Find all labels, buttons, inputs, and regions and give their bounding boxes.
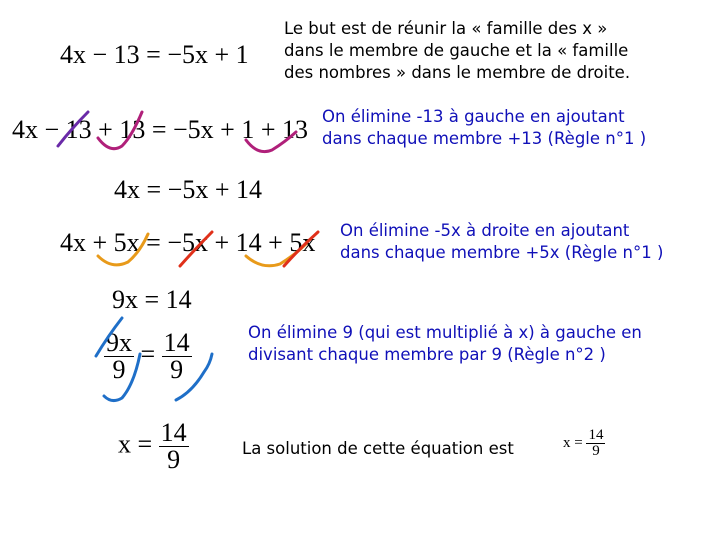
equation-7-lhs: x = [118, 429, 153, 459]
cancel-minus5x-stroke [180, 232, 212, 266]
cancel-right-plus13-stroke [246, 132, 296, 152]
solution-numerator: 14 [588, 427, 604, 443]
cancel-minus13-stroke [58, 112, 88, 146]
equation-1: 4x − 13 = −5x + 1 [60, 40, 249, 69]
equation-2: 4x − 13 + 13 = −5x + 1 + 13 [12, 115, 308, 144]
cancel-left-plus5x-stroke [98, 234, 148, 265]
intro-line-3: des nombres » dans le membre de droite. [284, 63, 631, 82]
cancel-nine-right-stroke [176, 354, 212, 400]
equation-7-denominator: 9 [159, 446, 189, 473]
cancel-nine-bottom-stroke [104, 354, 140, 401]
step1-line-2: dans chaque membre +13 (Règle n°1 ) [322, 129, 647, 148]
equation-5: 9x = 14 [112, 285, 192, 314]
cancel-right-plus5x-red-stroke [284, 232, 318, 266]
solution-lhs: x = [563, 434, 583, 451]
step3-line-2: divisant chaque membre par 9 (Règle n°2 ) [248, 345, 606, 364]
equation-3: 4x = −5x + 14 [114, 175, 262, 204]
equation-4: 4x + 5x = −5x + 14 + 5x [60, 228, 316, 257]
step2-line-1: On élimine -5x à droite en ajoutant [340, 221, 630, 240]
fraction-left-denominator: 9 [104, 356, 134, 383]
intro-line-1: Le but est de réunir la « famille des x » [284, 19, 608, 38]
step1-line-1: On élimine -13 à gauche en ajoutant [322, 107, 625, 126]
cancel-nine-top-stroke [96, 318, 122, 356]
step2-line-2: dans chaque membre +5x (Règle n°1 ) [340, 243, 664, 262]
intro-line-2: dans le membre de gauche et la « famille [284, 41, 629, 60]
solution-label: La solution de cette équation est [242, 439, 514, 458]
cancel-plus13-stroke [98, 112, 142, 149]
equation-7-numerator: 14 [160, 418, 187, 447]
cancel-right-plus5x-orange-stroke [246, 244, 306, 266]
solution-denominator: 9 [586, 443, 605, 459]
fraction-right-denominator: 9 [162, 356, 192, 383]
fraction-right-numerator: 14 [163, 328, 190, 357]
fraction-left-numerator: 9x [106, 328, 132, 357]
equals-sign: = [140, 339, 156, 369]
step3-line-1: On élimine 9 (qui est multiplié à x) à gauche en [248, 323, 642, 342]
